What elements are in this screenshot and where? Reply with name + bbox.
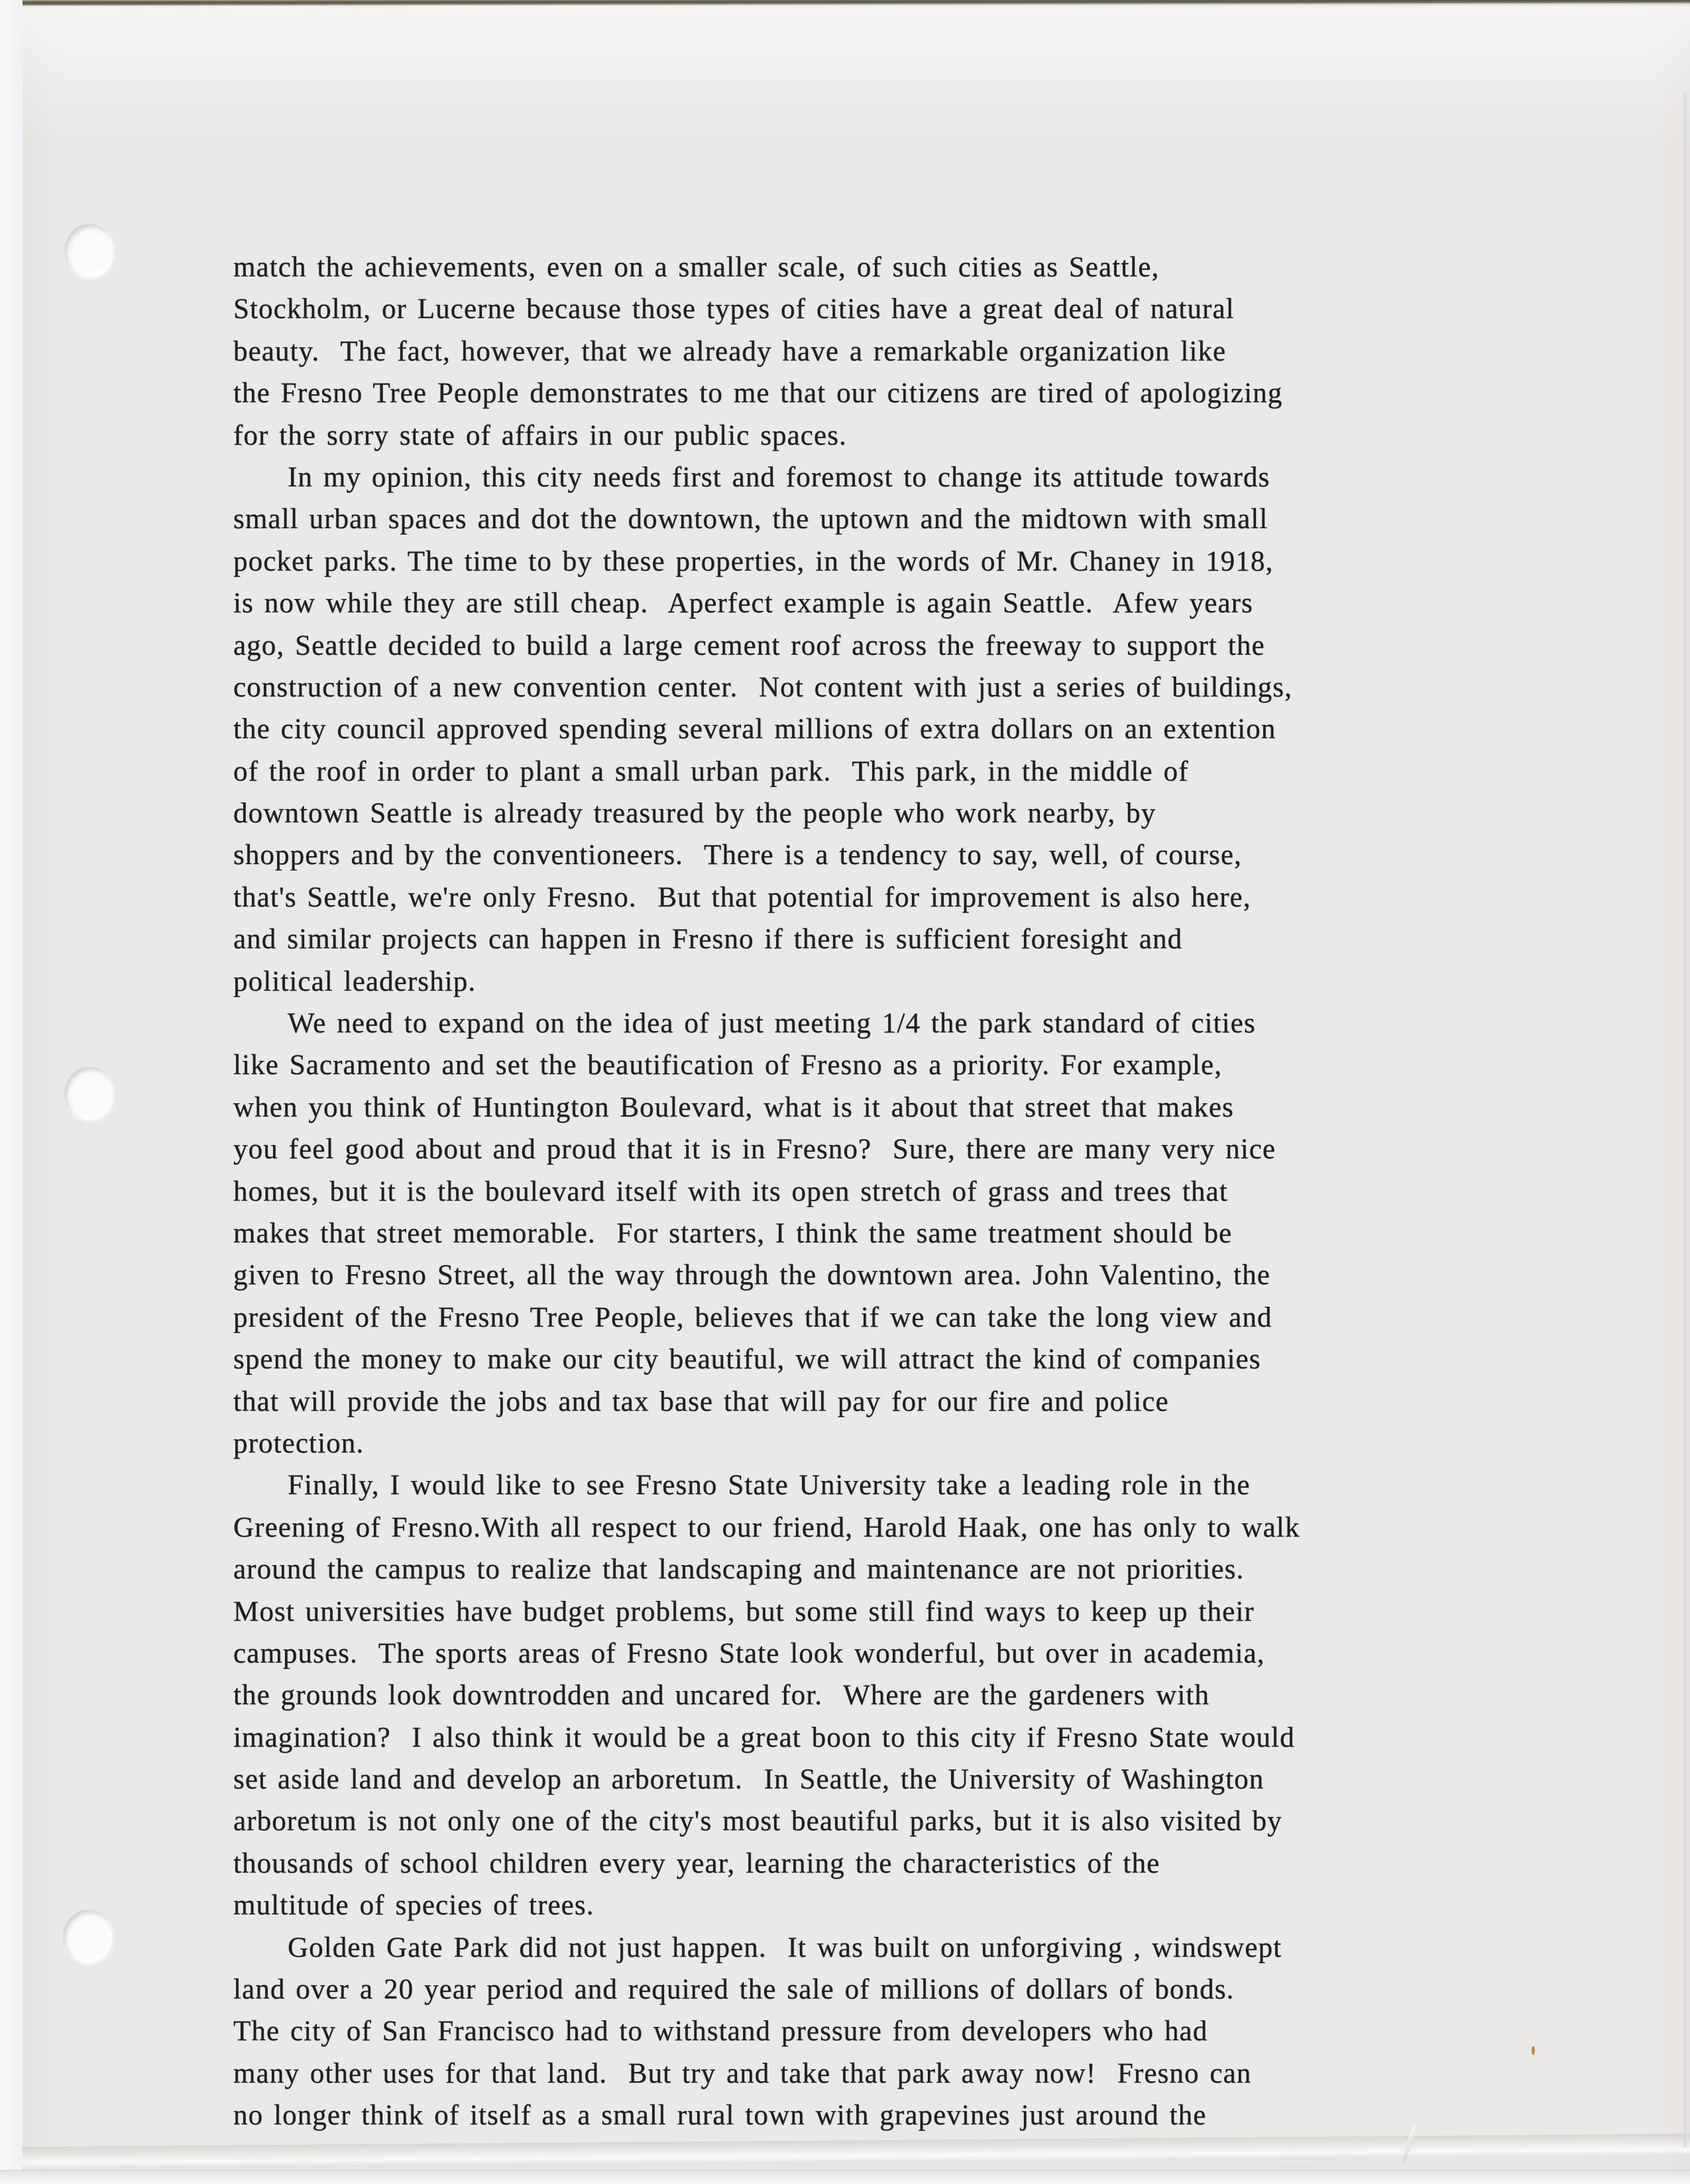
text-line: beauty. The fact, however, that we already have a remarkable organization like [233, 335, 1227, 367]
text-line: land over a 20 year period and required the sale of millions of dollars of bonds. [233, 1974, 1235, 2006]
punch-hole-middle [64, 1067, 113, 1120]
text-line: when you think of Huntington Boulevard, what is it about that street that makes [233, 1091, 1234, 1123]
text-line: spend the money to make our city beautiful, we will attract the kind of companies [233, 1344, 1261, 1376]
text-line: The city of San Francisco had to withstand pressure from developers who had [233, 2016, 1208, 2048]
scanner-bottom-edge [0, 2170, 1690, 2184]
text-line: given to Fresno Street, all the way through the downtown area. John Valentino, the [233, 1260, 1270, 1291]
paper-sheet [23, 0, 1690, 2184]
text-line: is now while they are still cheap. Aperfect example is again Seattle. Afew years [233, 588, 1253, 620]
text-line: set aside land and develop an arboretum. In Seattle, the University of Washington [233, 1764, 1265, 1796]
text-line: the city council approved spending several millions of extra dollars on an extention [233, 714, 1276, 745]
text-line: that's Seattle, we're only Fresno. But that potential for improvement is also here, [233, 881, 1251, 913]
text-line: around the campus to realize that landscaping and maintenance are not priorities. [233, 1554, 1245, 1586]
text-line: small urban spaces and dot the downtown, the uptown and the midtown with small [233, 504, 1268, 535]
punch-hole-bottom [63, 1910, 112, 1963]
scanner-left-edge [0, 0, 23, 2184]
text-line: thousands of school children every year, learning the characteristics of the [233, 1847, 1160, 1879]
text-line: downtown Seattle is already treasured by the people who work nearby, by [233, 798, 1156, 830]
typed-text-block [233, 246, 1559, 2137]
text-line: no longer think of itself as a small rural town with grapevines just around the [233, 2100, 1207, 2132]
text-line: you feel good about and proud that it is in Fresno? Sure, there are many very nice [233, 1134, 1276, 1166]
paragraph-4 [233, 1464, 1559, 1926]
paragraph-2 [233, 457, 1559, 1003]
text-line: for the sorry state of affairs in our public spaces. [233, 419, 847, 451]
punch-hole-top [64, 224, 113, 277]
text-line: like Sacramento and set the beautification of Fresno as a priority. For example, [233, 1050, 1223, 1081]
text-line: Finally, I would like to see Fresno State University take a leading role in the [288, 1470, 1251, 1502]
text-line: president of the Fresno Tree People, believes that if we can take the long view and [233, 1301, 1272, 1333]
text-line: multitude of species of trees. [233, 1890, 594, 1922]
text-line: Most universities have budget problems, but some still find ways to keep up their [233, 1596, 1255, 1627]
text-line: In my opinion, this city needs first and foremost to change its attitude towards [288, 461, 1270, 493]
page-right-edge [1683, 93, 1687, 2147]
text-line: imagination? I also think it would be a great boon to this city if Fresno State would [233, 1721, 1295, 1753]
text-line: Stockholm, or Lucerne because those types of cities have a great deal of natural [233, 294, 1235, 325]
text-line: campuses. The sports areas of Fresno State look wonderful, but over in academia, [233, 1637, 1265, 1669]
text-line: shoppers and by the conventioneers. There is a tendency to say, well, of course, [233, 840, 1242, 871]
paper-crease [23, 2134, 1690, 2169]
text-line: the grounds look downtrodden and uncared for. Where are the gardeners with [233, 1680, 1210, 1712]
paragraph-5 [233, 1927, 1559, 2137]
text-line: pocket parks. The time to by these properties, in the words of Mr. Chaney in 1918, [233, 545, 1274, 577]
text-line: construction of a new convention center. Not content with just a series of buildings, [233, 671, 1292, 703]
text-line: Greening of Fresno.With all respect to our friend, Harold Haak, one has only to walk [233, 1511, 1300, 1543]
text-line: makes that street memorable. For starters, I think the same treatment should be [233, 1217, 1233, 1249]
text-line: political leadership. [233, 965, 477, 997]
text-line: the Fresno Tree People demonstrates to me that our citizens are tired of apologizing [233, 378, 1283, 410]
paragraph-1 [233, 246, 1559, 457]
text-line: arboretum is not only one of the city's most beautiful parks, but it is also visited by [233, 1806, 1282, 1837]
text-line: Golden Gate Park did not just happen. It was built on unforgiving , windswept [288, 1932, 1282, 1963]
text-line: ago, Seattle decided to build a large cement roof across the freeway to support the [233, 629, 1265, 661]
text-line: many other uses for that land. But try and take that park away now! Fresno can [233, 2057, 1252, 2089]
text-line: match the achievements, even on a smaller scale, of such cities as Seattle, [233, 252, 1160, 283]
text-line: homes, but it is the boulevard itself with its open stretch of grass and trees that [233, 1175, 1228, 1207]
text-line: and similar projects can happen in Fresno if there is sufficient foresight and [233, 924, 1183, 956]
scan-light-band [23, 6, 1690, 145]
paragraph-3 [233, 1003, 1559, 1464]
scan-top-edge [23, 0, 1690, 6]
paper-speck [1532, 2046, 1535, 2055]
text-line: We need to expand on the idea of just meeting 1/4 the park standard of cities [288, 1008, 1256, 1040]
text-line: of the roof in order to plant a small urban park. This park, in the middle of [233, 755, 1189, 787]
text-line: protection. [233, 1427, 365, 1459]
text-line: that will provide the jobs and tax base that will pay for our fire and police [233, 1386, 1169, 1417]
